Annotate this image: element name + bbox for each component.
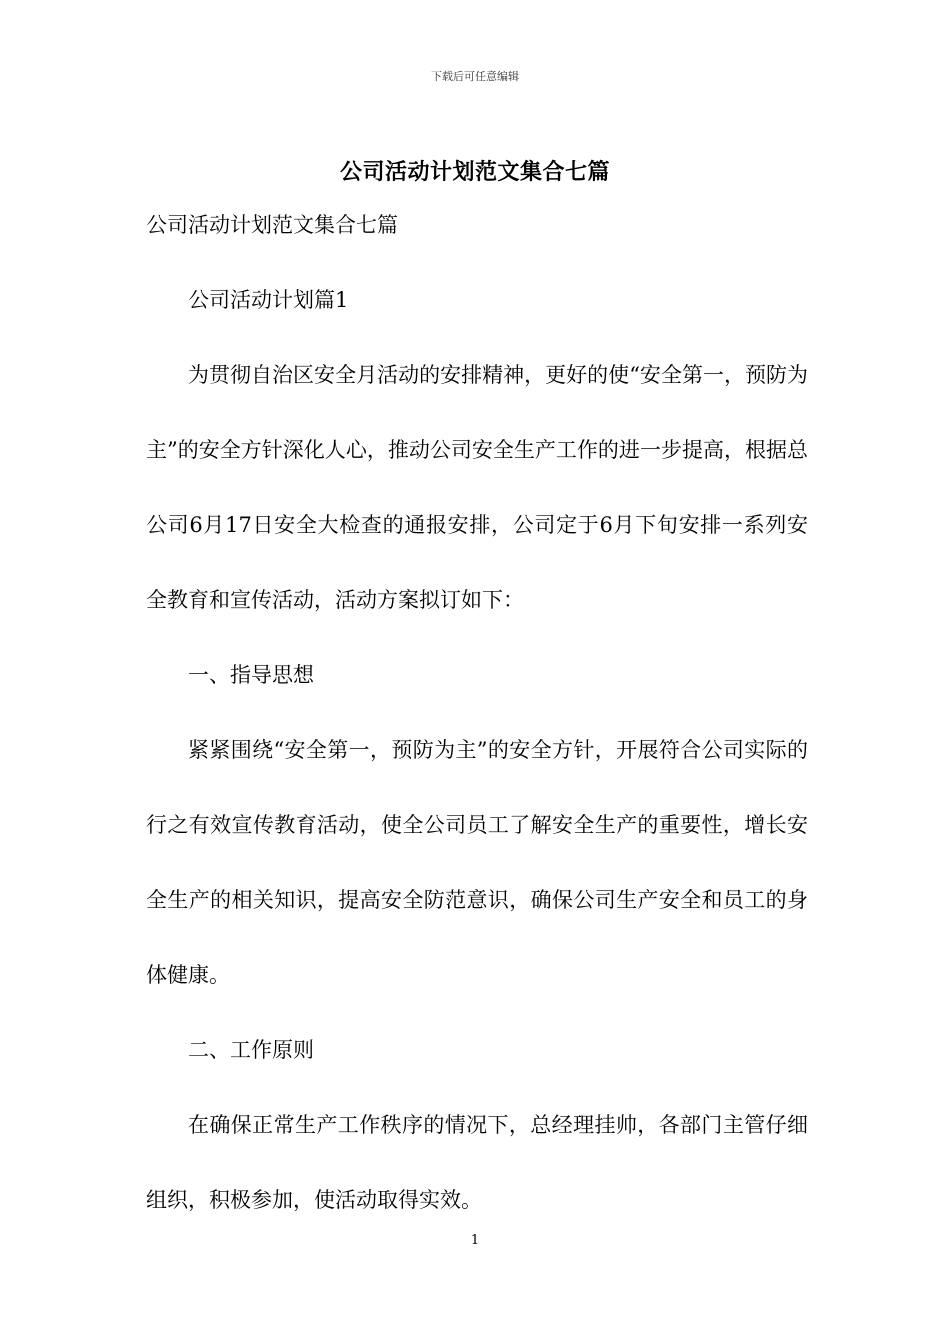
work-principle-paragraph: 在确保正常生产工作秩序的情况下，总经理挂帅，各部门主管仔细组织，积极参加，使活动取得实效。 — [146, 1113, 808, 1212]
section-heading-work-principle: 二、工作原则 — [188, 1038, 314, 1062]
section-heading-guiding-thought: 一、指导思想 — [188, 663, 314, 687]
guiding-thought-paragraph: 紧紧围绕“安全第一，预防为主”的安全方针，开展符合公司实际的行之有效宣传教育活动，使全公司员工了解安全生产的重要性，增长安全生产的相关知识，提高安全防范意识，确保公司生产安全和员工的身体健康。 — [146, 738, 808, 987]
page-number: 1 — [470, 1233, 480, 1248]
document-subtitle: 公司活动计划范文集合七篇 — [146, 213, 398, 237]
document-body — [146, 263, 808, 1238]
intro-paragraph: 为贯彻自治区安全月活动的安排精神，更好的使“安全第一，预防为主”的安全方针深化人心，推动公司安全生产工作的进一步提高，根据总公司6月17日安全大检查的通报安排，公司定于6月下旬安排一系列安全教育和宣传活动，活动方案拟订如下： — [146, 363, 808, 612]
section-heading-plan-1: 公司活动计划篇1 — [188, 288, 349, 312]
page-header-note: 下载后可任意编辑 — [431, 70, 519, 83]
document-title: 公司活动计划范文集合七篇 — [339, 159, 610, 185]
